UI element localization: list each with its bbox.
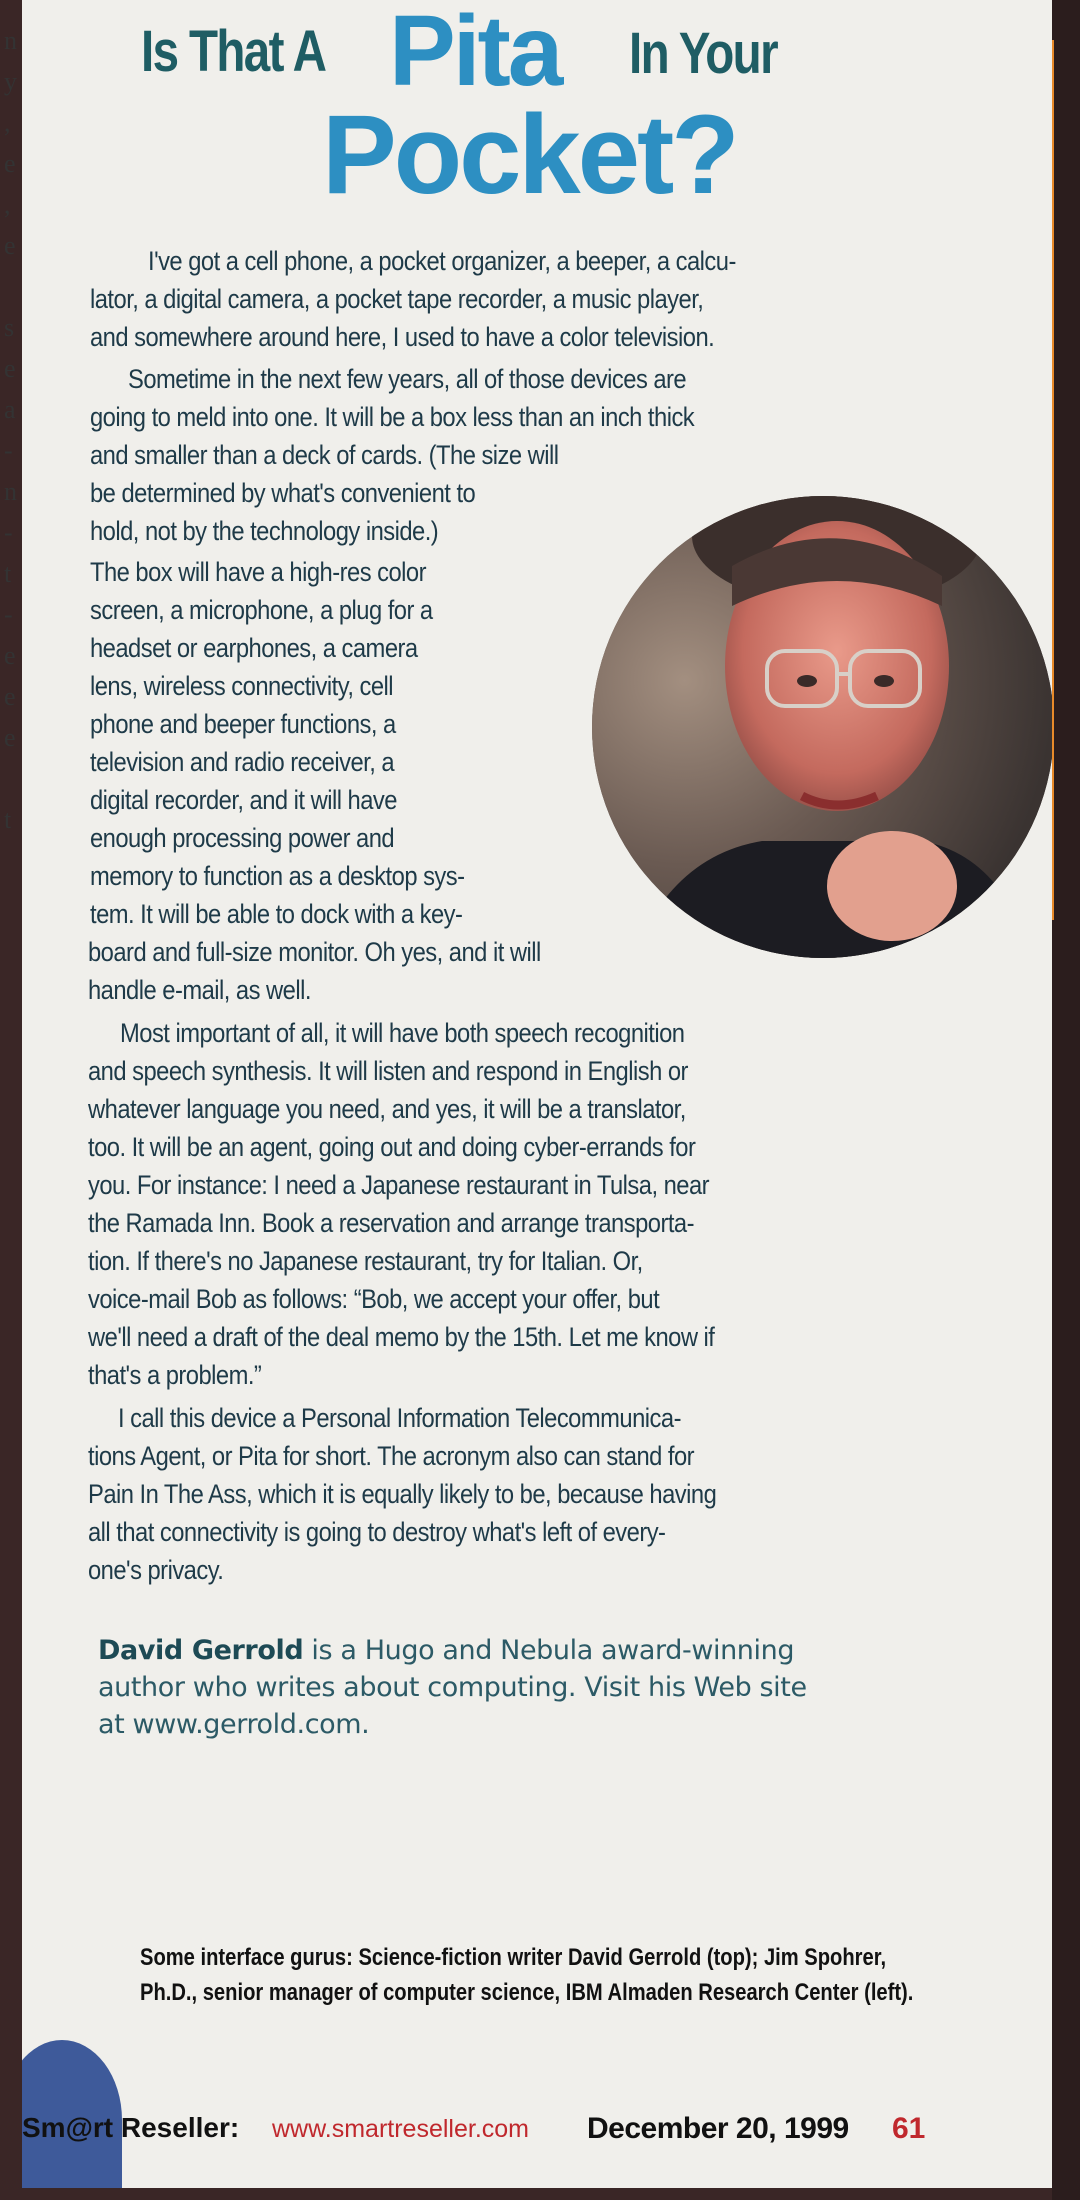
article-text-line: that's a problem.” xyxy=(88,1360,262,1390)
bleed-letter: - xyxy=(4,518,13,547)
author-photo xyxy=(592,496,1052,958)
article-title xyxy=(117,0,1017,230)
article-text-line: phone and beeper functions, a xyxy=(90,709,396,739)
footer-date: December 20, 1999 xyxy=(587,2112,849,2145)
article-text-line: handle e-mail, as well. xyxy=(88,975,311,1005)
article-text-line: be determined by what's convenient to xyxy=(90,478,476,508)
title-part-4: Pocket? xyxy=(322,92,737,217)
page-footer xyxy=(22,2104,1052,2154)
article-text-line: Pain In The Ass, which it is equally likely to be, because having xyxy=(88,1479,717,1509)
article-text-line: hold, not by the technology inside.) xyxy=(90,516,439,546)
article-text-line: we'll need a draft of the deal memo by the 15th. Let me know if xyxy=(88,1322,715,1352)
bleed-letter: - xyxy=(4,600,13,629)
article-text-line: and somewhere around here, I used to have a color television. xyxy=(90,322,715,352)
footer-brand: Sm@rt Reseller: xyxy=(22,2112,240,2143)
bleed-letter: e xyxy=(4,682,16,711)
bleed-letter: e xyxy=(4,723,16,752)
article-text-line: tion. If there's no Japanese restaurant, try for Italian. Or, xyxy=(88,1246,643,1276)
article-text-line: the Ramada Inn. Book a reservation and arrange transporta- xyxy=(88,1208,694,1238)
article-text-line: and smaller than a deck of cards. (The size will xyxy=(90,440,559,470)
page-gutter xyxy=(1052,0,1080,2200)
bleed-letter: y xyxy=(4,67,17,96)
bleed-letter: n xyxy=(4,26,17,55)
article-text-line: too. It will be an agent, going out and doing cyber-errands for xyxy=(88,1132,696,1162)
article-text-line: one's privacy. xyxy=(88,1555,224,1585)
footer-url: www.smartreseller.com xyxy=(272,2115,529,2143)
article-text-line: television and radio receiver, a xyxy=(90,747,395,777)
article-text-line: voice-mail Bob as follows: “Bob, we accept your offer, but xyxy=(88,1284,660,1314)
bleed-letter: e xyxy=(4,641,16,670)
article-text-line: tions Agent, or Pita for short. The acronym also can stand for xyxy=(88,1441,695,1471)
article-text-line: Most important of all, it will have both speech recognition xyxy=(120,1018,685,1048)
page-number: 61 xyxy=(892,2112,926,2145)
bleed-letter: e xyxy=(4,149,16,178)
bleed-letter: s xyxy=(4,313,15,342)
bio-line-1: is a Hugo and Nebula award-winning xyxy=(303,1635,795,1666)
article-text-line: tem. It will be able to dock with a key- xyxy=(90,899,463,929)
article-text-line: board and full-size monitor. Oh yes, and it will xyxy=(88,937,541,967)
bleed-letter: n xyxy=(4,477,17,506)
bleed-letter: , xyxy=(4,190,11,219)
bleed-letter: - xyxy=(4,436,13,465)
article-text-line: I call this device a Personal Information Telecommunica- xyxy=(118,1403,681,1433)
article-text-line: I've got a cell phone, a pocket organizer, a beeper, a calcu- xyxy=(148,246,736,276)
magazine-page xyxy=(22,0,1052,2188)
bleed-letter: a xyxy=(4,395,16,424)
article-text-line: Sometime in the next few years, all of those devices are xyxy=(128,364,687,394)
article-text-line: digital recorder, and it will have xyxy=(90,785,397,815)
article-text-line: memory to function as a desktop sys- xyxy=(90,861,465,891)
article-text-line: screen, a microphone, a plug for a xyxy=(90,595,433,625)
caption-line-1: Some interface gurus: Science-fiction writer David Gerrold (top); Jim Spohrer, xyxy=(140,1944,887,1971)
article-text-line: and speech synthesis. It will listen and respond in English or xyxy=(88,1056,688,1086)
bleed-letter: t xyxy=(4,805,12,834)
article-text-line: whatever language you need, and yes, it will be a translator, xyxy=(88,1094,686,1124)
bleed-letter: e xyxy=(4,354,16,383)
title-part-3: In Your xyxy=(629,21,777,86)
title-part-2: Pita xyxy=(389,0,561,107)
article-text-line: enough processing power and xyxy=(90,823,395,853)
article-text-line: lator, a digital camera, a pocket tape recorder, a music player, xyxy=(90,284,704,314)
article-text-line: going to meld into one. It will be a box less than an inch thick xyxy=(90,402,695,432)
author-bio xyxy=(98,1632,898,1743)
title-part-1: Is That A xyxy=(141,19,326,84)
caption-line-2: Ph.D., senior manager of computer science, IBM Almaden Research Center (left). xyxy=(140,1979,914,2006)
article-text-line: The box will have a high-res color xyxy=(90,557,426,587)
photo-caption xyxy=(140,1940,914,2010)
article-text-line: you. For instance: I need a Japanese restaurant in Tulsa, near xyxy=(88,1170,710,1200)
article-text-line: all that connectivity is going to destroy what's left of every- xyxy=(88,1517,666,1547)
bleed-letter: e xyxy=(4,231,16,260)
bleed-letter: , xyxy=(4,108,11,137)
bio-line-2: author who writes about computing. Visit his Web site xyxy=(98,1672,807,1703)
author-name: David Gerrold xyxy=(98,1635,304,1666)
article-text-line: lens, wireless connectivity, cell xyxy=(90,671,394,701)
bleed-letter: t xyxy=(4,559,12,588)
bio-line-3: at www.gerrold.com. xyxy=(98,1709,370,1740)
article-text-line: headset or earphones, a camera xyxy=(90,633,418,663)
author-portrait-image xyxy=(592,496,1052,958)
